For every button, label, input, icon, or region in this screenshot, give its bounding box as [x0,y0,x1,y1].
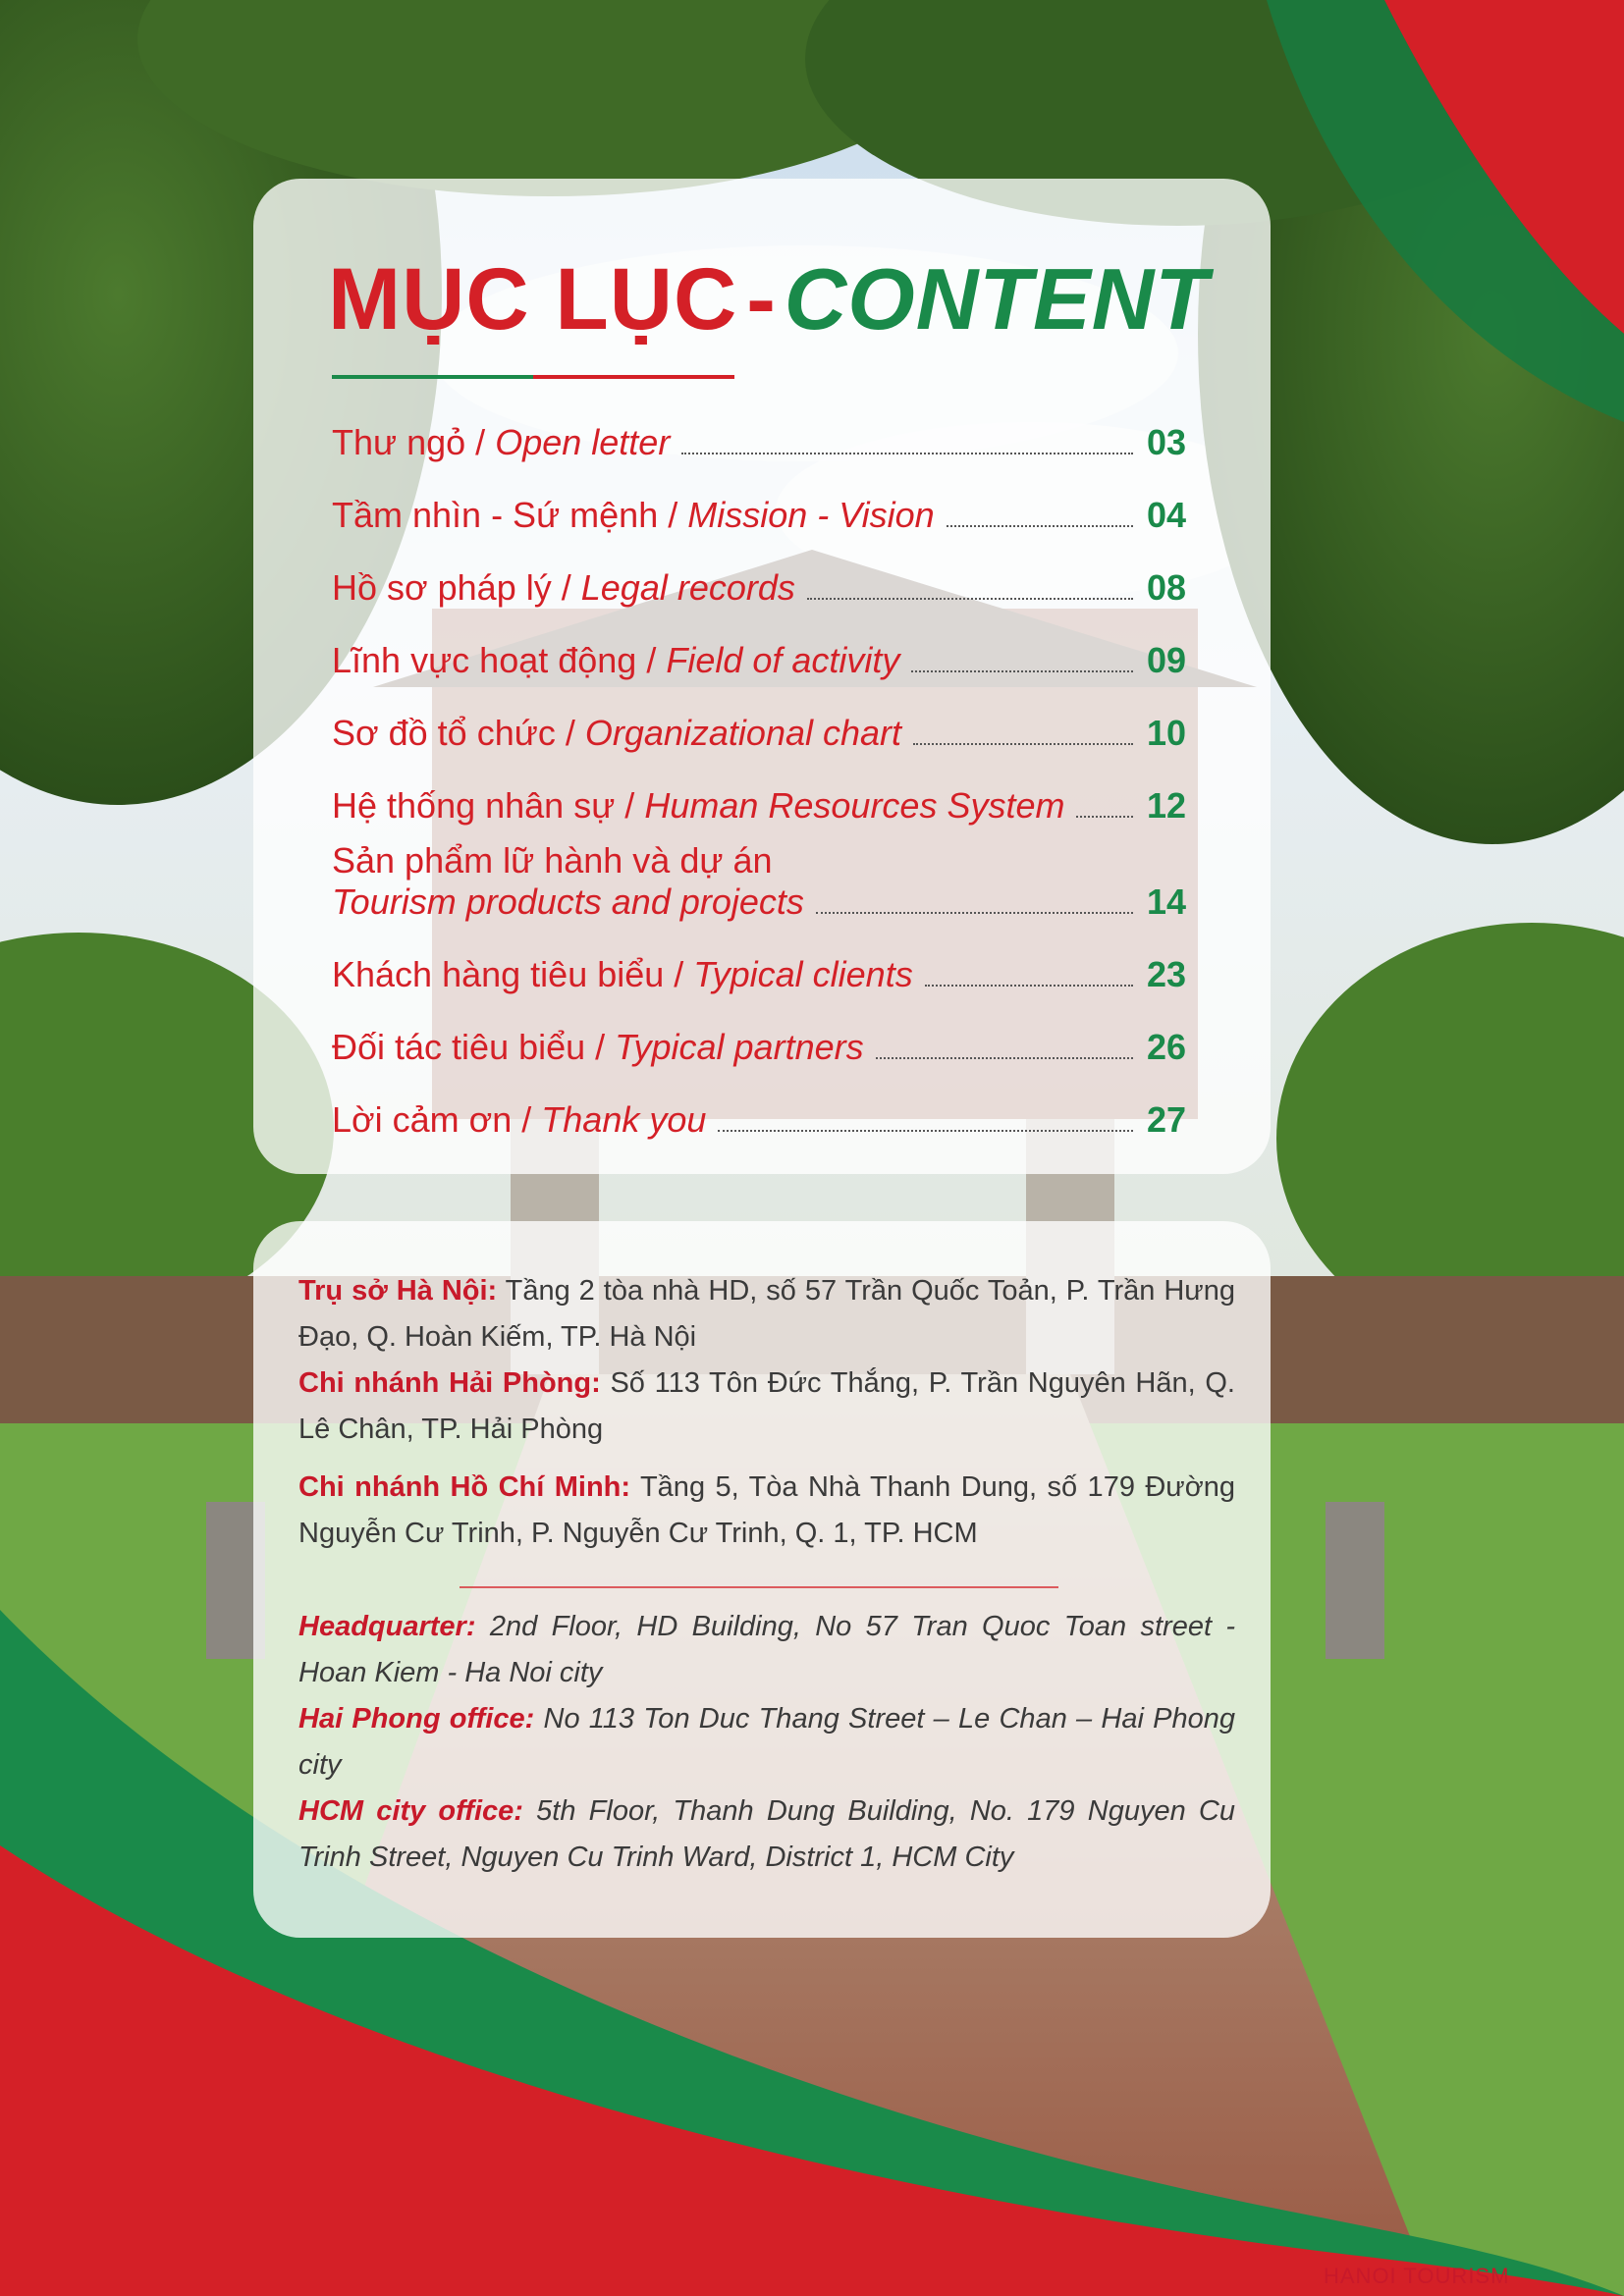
toc-entry-human-resources[interactable] [332,760,1196,832]
address-label: Chi nhánh Hải Phòng: [298,1367,601,1399]
dotted-leader [681,453,1133,454]
dotted-leader [807,598,1133,600]
toc-title-vietnamese: MỤC LỤC [328,249,738,347]
address-text: Số 113 Tôn Đức Thắng, P. Trần Nguyên Hãn, Q. Lê Chân, TP. Hải Phòng [298,1367,1235,1445]
address-label: Hai Phong office: [298,1703,535,1735]
toc-entry-label: Hệ thống nhân sự / Human Resources System [332,785,1065,826]
toc-entry-typical-partners[interactable] [332,1001,1196,1074]
address-text: 2nd Floor, HD Building, No 57 Tran Quoc Toan street - Hoan Kiem - Ha Noi city [298,1611,1235,1688]
address-text: No 113 Ton Duc Thang Street – Le Chan – Hai Phong city [298,1703,1236,1781]
addresses-vietnamese [298,1268,1235,1557]
toc-entry-tourism-products[interactable] [332,832,1196,929]
toc-entry-page: 09 [1147,640,1187,680]
address-hcm-en [298,1789,1235,1881]
toc-entry-field-of-activity[interactable] [332,614,1196,687]
address-divider [460,1586,1058,1588]
address-text: 5th Floor, Thanh Dung Building, No. 179 Nguyen Cu Trinh Street, Nguyen Cu Trinh Ward, District 1, HCM City [298,1795,1236,1873]
toc-entry-label: Lĩnh vực hoạt động / Field of activity [332,640,900,680]
toc-entry-page: 10 [1147,713,1187,753]
toc-list [332,397,1196,1147]
toc-entry-page: 12 [1147,785,1187,826]
brand-footer: HANOI TOURISM [1324,2264,1510,2288]
address-label: Headquarter: [298,1611,476,1642]
address-haiphong-en [298,1696,1235,1789]
title-underline [332,375,734,379]
dotted-leader [947,525,1133,527]
toc-entry-organizational-chart[interactable] [332,687,1196,760]
toc-entry-thank-you[interactable] [332,1074,1196,1147]
dotted-leader [876,1057,1133,1059]
address-panel [253,1221,1271,1938]
address-text: Tầng 5, Tòa Nhà Thanh Dung, số 179 Đường Nguyễn Cư Trinh, P. Nguyễn Cư Trinh, Q. 1, TP. HCM [298,1471,1235,1549]
toc-entry-label: Sản phẩm lữ hành và dự án Tourism products and projects [332,840,804,922]
dotted-leader [718,1130,1133,1132]
toc-entry-page: 03 [1147,422,1187,462]
toc-entry-page: 27 [1147,1099,1187,1140]
toc-entry-label: Đối tác tiêu biểu / Typical partners [332,1027,864,1067]
address-text: Tầng 2 tòa nhà HD, số 57 Trần Quốc Toản, P. Trần Hưng Đạo, Q. Hoàn Kiếm, TP. Hà Nội [298,1275,1235,1353]
toc-panel [253,179,1271,1174]
toc-entry-page: 08 [1147,567,1187,608]
toc-entry-page: 26 [1147,1027,1187,1067]
address-headquarter-en [298,1604,1235,1696]
address-hanoi-vi [298,1268,1235,1361]
addresses-english [298,1604,1235,1881]
toc-entry-label: Thư ngỏ / Open letter [332,422,671,462]
dotted-leader [816,912,1133,914]
toc-entry-label: Lời cảm ơn / Thank you [332,1099,707,1140]
toc-entry-page: 23 [1147,954,1187,994]
toc-title [328,249,1210,347]
toc-entry-typical-clients[interactable] [332,929,1196,1001]
toc-title-english: CONTENT [784,250,1210,347]
toc-entry-page: 04 [1147,495,1187,535]
toc-entry-mission-vision[interactable] [332,469,1196,542]
toc-title-separator: - [746,249,776,347]
dotted-leader [911,670,1133,672]
toc-entry-label: Hồ sơ pháp lý / Legal records [332,567,795,608]
dotted-leader [1076,816,1133,818]
dotted-leader [913,743,1133,745]
address-label: Trụ sở Hà Nội: [298,1275,498,1307]
address-label: Chi nhánh Hồ Chí Minh: [298,1471,631,1503]
address-hcm-vi [298,1465,1235,1557]
toc-entry-label: Khách hàng tiêu biểu / Typical clients [332,954,913,994]
address-label: HCM city office: [298,1795,523,1827]
toc-entry-open-letter[interactable] [332,397,1196,469]
toc-entry-page: 14 [1147,881,1187,922]
address-haiphong-vi [298,1361,1235,1453]
toc-entry-label: Tầm nhìn - Sứ mệnh / Mission - Vision [332,495,935,535]
toc-entry-legal-records[interactable] [332,542,1196,614]
dotted-leader [925,985,1133,987]
toc-entry-label: Sơ đồ tổ chức / Organizational chart [332,713,902,753]
